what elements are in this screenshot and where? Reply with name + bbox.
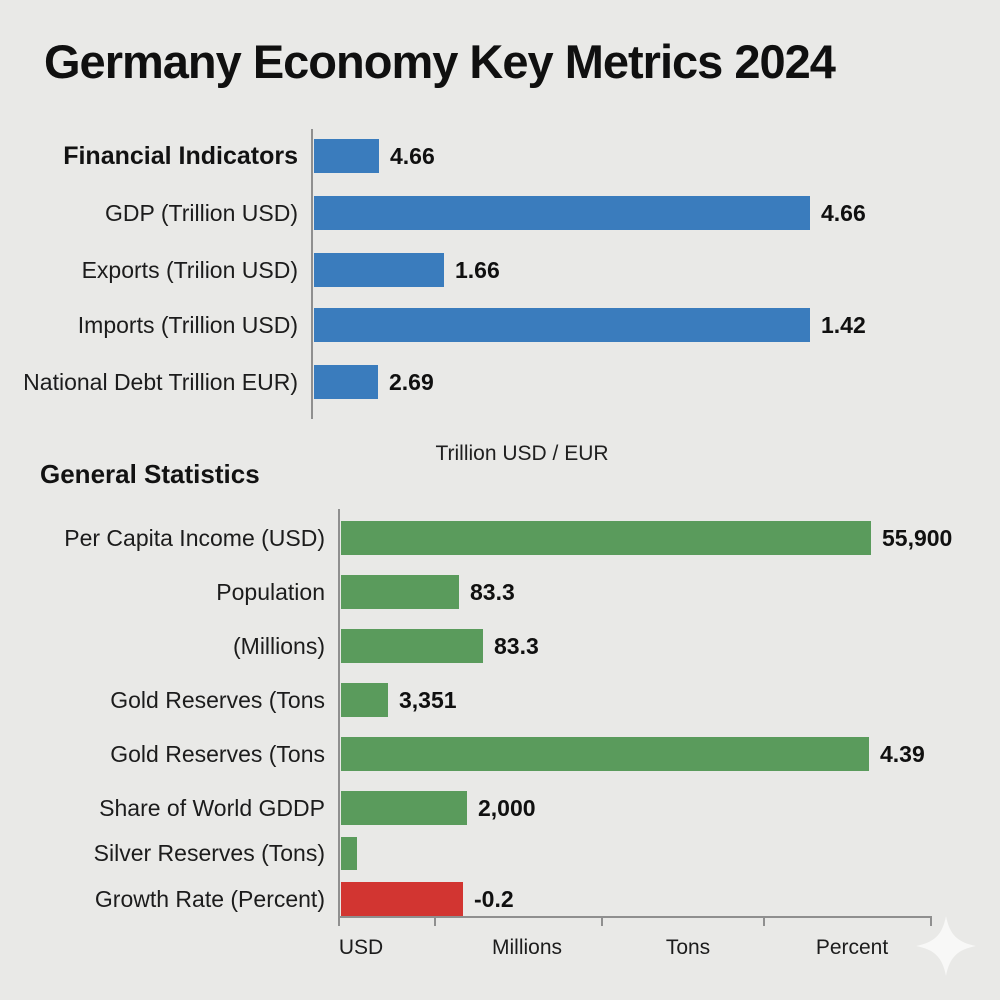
bar-row: [0, 791, 536, 825]
bar-value: 2,000: [478, 794, 536, 821]
bar-row: [0, 882, 514, 916]
x-axis-tick: [763, 917, 765, 926]
x-axis-label-millions: Millions: [491, 936, 563, 959]
bar-value: 1.42: [821, 311, 866, 338]
chart1-axis-caption: Trillion USD / EUR: [435, 442, 609, 465]
x-axis-label-usd: USD: [338, 936, 384, 959]
bar-row: [0, 629, 539, 663]
bar-gold-reserves-1: [341, 683, 388, 717]
x-axis-tick: [601, 917, 603, 926]
row-label-millions: (Millions): [233, 632, 325, 659]
bar-millions: [341, 629, 483, 663]
bar-financial-indicators: [314, 139, 379, 173]
row-label-national-debt: National Debt Trillion EUR): [23, 368, 298, 395]
bar-growth-rate: [341, 882, 463, 916]
bar-share-of-world-gdp: [341, 791, 467, 825]
row-label-silver-reserves: Silver Reserves (Tons): [93, 840, 325, 866]
row-label-share-of-world-gdp: Share of World GDDP: [99, 794, 325, 821]
bar-gold-reserves-2: [341, 737, 869, 771]
bar-row: [0, 139, 435, 173]
bar-value: -0.2: [474, 885, 514, 912]
row-label-imports: Imports (Trillion USD): [77, 311, 298, 338]
bar-value: 4.66: [390, 142, 435, 169]
bar-value: 83.3: [470, 578, 515, 605]
row-label-gold-reserves-2: Gold Reserves (Tons: [110, 740, 325, 767]
bar-row: [0, 308, 866, 342]
row-label-gold-reserves-1: Gold Reserves (Tons: [110, 686, 325, 713]
bar-row: [0, 575, 515, 609]
x-axis-label-percent: Percent: [815, 936, 889, 959]
row-label-population: Population: [216, 578, 325, 605]
bar-per-capita-income: [341, 521, 871, 555]
bar-value: 4.39: [880, 740, 925, 767]
row-label-financial-indicators: Financial Indicators: [63, 141, 298, 170]
x-axis-tick: [338, 917, 340, 926]
bar-row: [0, 683, 457, 717]
page-title: Germany Economy Key Metrics 2024: [44, 35, 835, 88]
bar-row: [0, 253, 500, 287]
x-axis-label-tons: Tons: [665, 936, 711, 959]
bar-value: 4.66: [821, 199, 866, 226]
bar-row: [0, 196, 866, 230]
row-label-per-capita-income: Per Capita Income (USD): [64, 524, 325, 551]
bar-row: [0, 837, 368, 870]
bar-value: 2.69: [389, 368, 434, 395]
bar-value: 1.66: [455, 256, 500, 283]
row-label-exports: Exports (Trilion USD): [81, 256, 298, 283]
bar-value: 55,900: [882, 524, 953, 551]
section-header-general-statistics: General Statistics: [40, 459, 260, 489]
x-axis-tick: [434, 917, 436, 926]
bar-row: [0, 737, 925, 771]
bar-row: [0, 521, 952, 555]
bar-value: 83.3: [494, 632, 539, 659]
row-label-gdp: GDP (Trillion USD): [105, 199, 298, 226]
bar-national-debt: [314, 365, 378, 399]
bar-silver-reserves: [341, 837, 357, 870]
sparkle-icon: [915, 915, 977, 977]
bar-row: [0, 365, 434, 399]
bar-population: [341, 575, 459, 609]
bar-exports: [314, 253, 444, 287]
bar-value: 3,351: [399, 686, 457, 713]
row-label-growth-rate: Growth Rate (Percent): [94, 885, 325, 912]
chart2-x-axis-line: [338, 916, 932, 918]
bar-gdp: [314, 196, 810, 230]
bar-imports: [314, 308, 810, 342]
